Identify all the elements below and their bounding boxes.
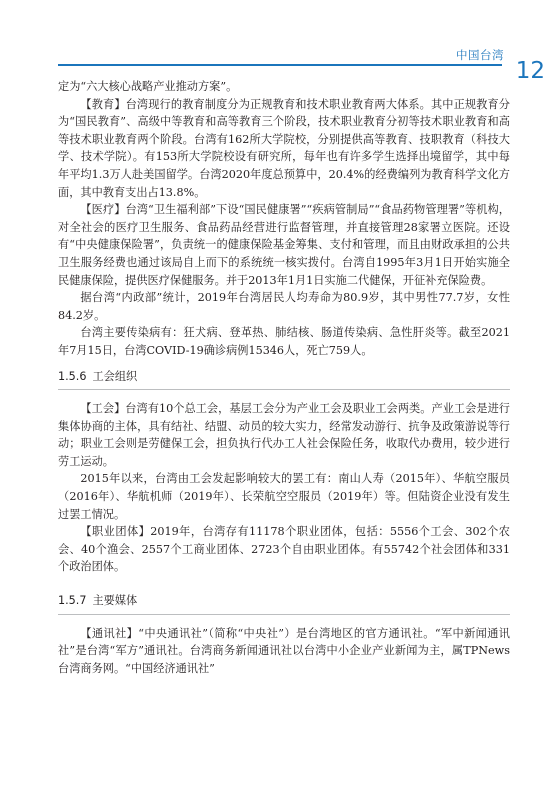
section-number: 1.5.7 [58,594,87,608]
header-rule [58,64,502,66]
section-heading-unions [58,368,510,386]
page-number: 12 [515,58,545,84]
paragraph-continuation: 定为“六大核心战略产业推动方案”。 [58,80,238,93]
section-title: 工会组织 [92,369,138,383]
paragraph-news-agencies: 【通讯社】“中央通讯社”（简称“中央社”）是台湾地区的官方通讯社。“军中新闻通讯社”是台湾“军方”通讯社。台湾商务新闻通讯社以台湾中小企业产业新闻为主，属TPNews台湾商务网。“中国经济通讯社” [58,626,510,675]
paragraph-diseases: 台湾主要传染病有：狂犬病、登革热、肺结核、肠道传染病、急性肝炎等。截至2021年7月15日，台湾COVID-19确诊病例15346人，死亡759人。 [58,326,510,357]
section-divider [58,614,510,615]
section-number: 1.5.6 [58,369,87,383]
page-body [58,78,510,677]
paragraph-medical: 【医疗】台湾“卫生福利部”下设“国民健康署”“疾病管制局”“食品药物管理署”等机构，对全社会的医疗卫生服务、食品药品经营进行监督管理，并直接管理28家署立医院。还设有“中央健康保险署”，负责统一的健康保险基金筹集、支付和管理，而且由财政承担的公共卫生服务经费也通过该局自上而下的系统统一核实拨付。台湾自1995年3月1日开始实施全民健康保险，提供医疗保健服务。并于2013年1月1日实施二代健保，开征补充保险费。 [58,203,510,287]
section-heading-media [58,592,510,610]
paragraph-life-expectancy: 据台湾“内政部”统计，2019年台湾居民人均寿命为80.9岁，其中男性77.7岁，女性84.2岁。 [58,291,510,322]
paragraph-professional-groups: 【职业团体】2019年，台湾存有11178个职业团体，包括：5556个工会、302个农会、40个渔会、2557个工商业团体、2723个自由职业团体。有55742个社会团体和331个政治团体。 [58,525,510,574]
paragraph-unions: 【工会】台湾有10个总工会，基层工会分为产业工会及职业工会两类。产业工会是进行集体协商的主体，具有结社、结盟、动员的较大实力，经常发动游行、抗争及政策游说等行动；职业工会则是劳健保工会，担负执行代办工人社会保险任务，收取代办费用，较少进行劳工运动。 [58,402,510,468]
paragraph-strikes: 2015年以来，台湾由工会发起影响较大的罢工有：南山人寿（2015年）、华航空服员（2016年）、华航机师（2019年）、长荣航空空服员（2019年）等。但陆资企业没有发生过罢工情况。 [58,472,510,521]
paragraph-education: 【教育】台湾现行的教育制度分为正规教育和技术职业教育两大体系。其中正规教育分为“国民教育”、高级中等教育和高等教育三个阶段，技术职业教育分初等技术职业教育和高等技术职业教育两个阶段。台湾有162所大学院校，分别提供高等教育、技职教育（科技大学、技术学院）。有153所大学院校设有研究所，每年也有许多学生选择出境留学，其中每年平均1.3万人赴美国留学。台湾2020年度总预算中，20.4%的经费编列为教育科学文化方面，其中教育支出占13.8%。 [58,97,510,199]
running-header: 中国台湾 [456,48,504,62]
section-divider [58,389,510,390]
section-title: 主要媒体 [92,594,138,608]
